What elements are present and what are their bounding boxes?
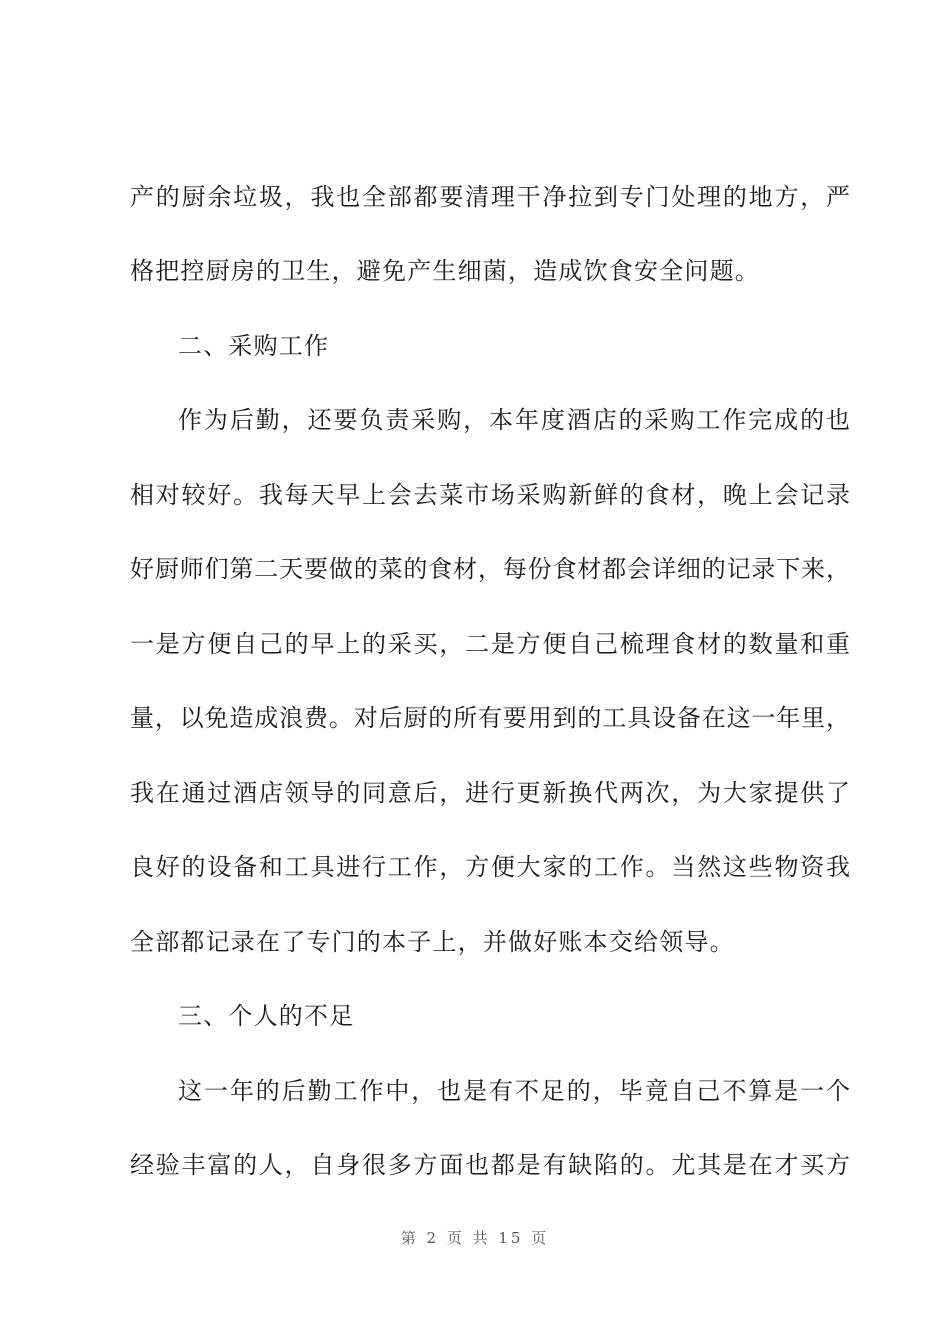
section-heading: 三、个人的不足 bbox=[178, 1002, 355, 1030]
body-line: 一是方便自己的早上的采买，二是方便自己梳理食材的数量和重 bbox=[130, 630, 850, 658]
body-line: 相对较好。我每天早上会去菜市场采购新鲜的食材，晚上会记录 bbox=[130, 481, 850, 509]
page-number-footer: 第 2 页 共 15 页 bbox=[400, 1229, 550, 1247]
body-line: 作为后勤，还要负责采购，本年度酒店的采购工作完成的也 bbox=[178, 406, 850, 434]
body-line: 量，以免造成浪费。对后厨的所有要用到的工具设备在这一年里， bbox=[130, 704, 850, 732]
body-line: 这一年的后勤工作中，也是有不足的，毕竟自己不算是一个 bbox=[178, 1077, 850, 1105]
body-line: 好厨师们第二天要做的菜的食材，每份食材都会详细的记录下来， bbox=[130, 555, 850, 583]
body-line: 格把控厨房的卫生，避免产生细菌，造成饮食安全问题。 bbox=[130, 257, 760, 285]
section-heading: 二、采购工作 bbox=[178, 332, 330, 360]
body-line: 我在通过酒店领导的同意后，进行更新换代两次，为大家提供了 bbox=[130, 779, 850, 807]
body-line: 全部都记录在了专门的本子上，并做好账本交给领导。 bbox=[130, 928, 735, 956]
body-line: 经验丰富的人，自身很多方面也都是有缺陷的。尤其是在才买方 bbox=[130, 1151, 850, 1179]
body-line: 产的厨余垃圾，我也全部都要清理干净拉到专门处理的地方，严 bbox=[130, 183, 850, 211]
body-line: 良好的设备和工具进行工作，方便大家的工作。当然这些物资我 bbox=[130, 853, 850, 881]
